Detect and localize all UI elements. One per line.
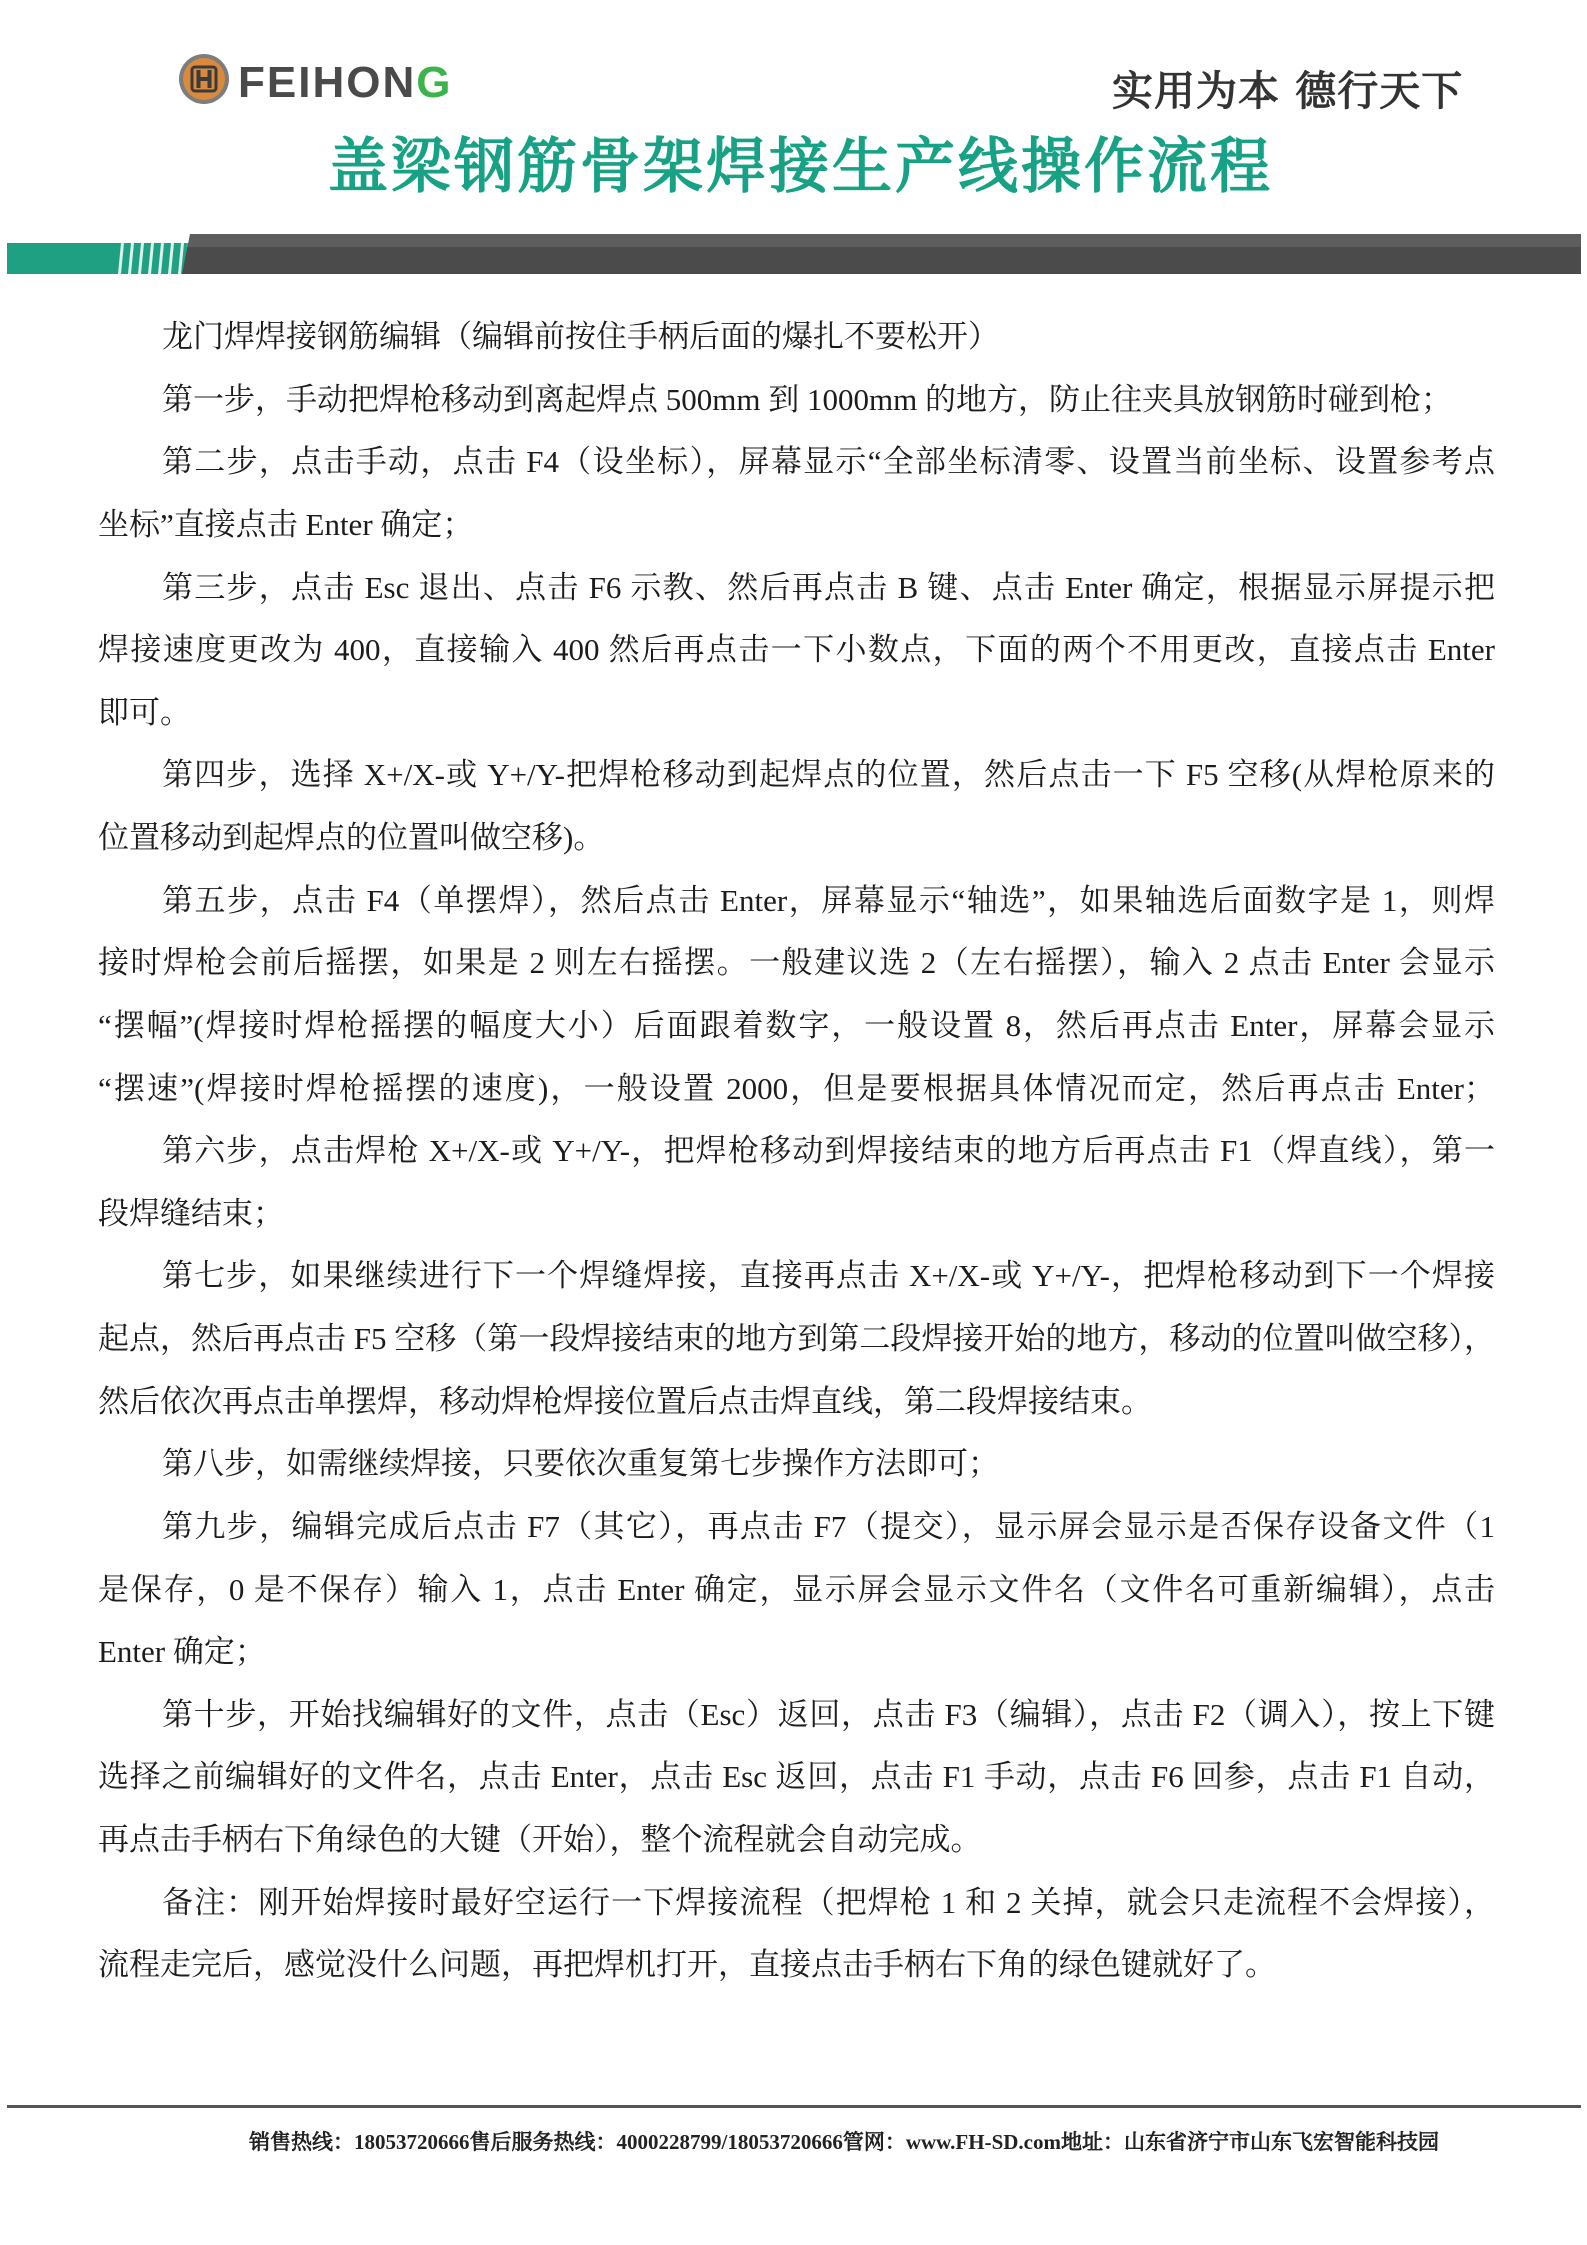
brand-name <box>238 58 453 107</box>
text-line: 然后依次再点击单摆焊，移动焊枪焊接位置后点击焊直线，第二段焊接结束。 <box>98 1383 1152 1419</box>
brand-name-accent: G <box>416 58 453 107</box>
header-divider-bar <box>0 233 1587 277</box>
text-line: 第三步，点击 Esc 退出、点击 F6 示教、然后再点击 B 键、点击 Enter 确定，根据显示屏提示把 <box>162 569 1495 605</box>
text-line: 第二步，点击手动，点击 F4（设坐标），屏幕显示“全部坐标清零、设置当前坐标、设置参考点 <box>162 444 1495 480</box>
document-title: 盖梁钢筋骨架焊接生产线操作流程 <box>328 132 1273 202</box>
text-line: 再点击手柄右下角绿色的大键（开始），整个流程就会自动完成。 <box>98 1822 982 1857</box>
text-line: 第四步，选择 X+/X-或 Y+/Y-把焊枪移动到起焊点的位置，然后点击一下 F5 空移(从焊枪原来的 <box>162 757 1495 793</box>
text-line: 流程走完后，感觉没什么问题，再把焊机打开，直接点击手柄右下角的绿色键就好了。 <box>98 1947 1276 1983</box>
brand-slogan: 实用为本 德行天下 <box>1112 67 1464 115</box>
text-line: 第九步，编辑完成后点击 F7（其它），再点击 F7（提交），显示屏会显示是否保存设备文件（1 <box>162 1508 1495 1544</box>
step-2-paragraph <box>98 431 1495 556</box>
document-body <box>98 306 1495 1997</box>
text-line: 第一步，手动把焊枪移动到离起焊点 500mm 到 1000mm 的地方，防止往夹具放钢筋时碰到枪； <box>162 381 1452 417</box>
text-line: 第八步，如需继续焊接，只要依次重复第七步操作方法即可； <box>162 1446 999 1482</box>
step-9-paragraph <box>98 1496 1495 1684</box>
text-line: 第五步，点击 F4（单摆焊），然后点击 Enter，屏幕显示“轴选”，如果轴选后面数字是 1，则焊 <box>162 882 1495 918</box>
text-line: 选择之前编辑好的文件名，点击 Enter，点击 Esc 返回，点击 F1 手动，点击 F6 回参，点击 F1 自动， <box>98 1759 1495 1795</box>
step-4-paragraph <box>98 744 1495 869</box>
footer-divider <box>7 2105 1581 2108</box>
text-line: 即可。 <box>98 694 191 730</box>
note-paragraph <box>98 1872 1495 1997</box>
step-7-paragraph <box>98 1245 1495 1433</box>
step-6-paragraph <box>98 1120 1495 1245</box>
text-line: Enter 确定； <box>98 1634 266 1670</box>
feihong-logo-icon <box>178 53 230 105</box>
text-line: 起点，然后再点击 F5 空移（第一段焊接结束的地方到第二段焊接开始的地方，移动的位置叫做空移）， <box>98 1321 1495 1356</box>
text-line: “摆速”(焊接时焊枪摇摆的速度)，一般设置 2000，但是要根据具体情况而定，然后再点击 Enter； <box>98 1070 1495 1106</box>
text-line: “摆幅”(焊接时焊枪摇摆的幅度大小）后面跟着数字，一般设置 8，然后再点击 Enter，屏幕会显示 <box>98 1007 1495 1043</box>
text-line: 位置移动到起焊点的位置叫做空移)。 <box>98 820 605 855</box>
text-line: 第七步，如果继续进行下一个焊缝焊接，直接再点击 X+/X-或 Y+/Y-，把焊枪移动到下一个焊接 <box>162 1258 1495 1294</box>
intro-paragraph <box>98 306 1495 369</box>
text-line: 坐标”直接点击 Enter 确定； <box>98 506 474 542</box>
step-10-paragraph <box>98 1684 1495 1872</box>
footer-contact-info: 销售热线：18053720666售后服务热线：4000228799/18053720666管网：www.FH-SD.com地址：山东省济宁市山东飞宏智能科技园 <box>249 2130 1439 2154</box>
brand-name-main: FEIHON <box>238 58 417 107</box>
text-line: 第十步，开始找编辑好的文件，点击（Esc）返回，点击 F3（编辑），点击 F2（调入），按上下键 <box>162 1696 1495 1732</box>
text-line: 段焊缝结束； <box>98 1195 284 1231</box>
text-line: 接时焊枪会前后摇摆，如果是 2 则左右摇摆。一般建议选 2（左右摇摆），输入 2 点击 Enter 会显示 <box>98 945 1495 981</box>
text-line: 备注：刚开始焊接时最好空运行一下焊接流程（把焊枪 1 和 2 关掉，就会只走流程不会焊接）， <box>162 1884 1495 1920</box>
step-1-paragraph <box>98 369 1495 432</box>
text-line: 第六步，点击焊枪 X+/X-或 Y+/Y-，把焊枪移动到焊接结束的地方后再点击 F1（焊直线），第一 <box>162 1133 1495 1169</box>
text-line: 焊接速度更改为 400，直接输入 400 然后再点击一下小数点，下面的两个不用更改，直接点击 Enter <box>98 632 1495 668</box>
step-8-paragraph <box>98 1433 1495 1496</box>
step-3-paragraph <box>98 557 1495 745</box>
text-line: 龙门焊焊接钢筋编辑（编辑前按住手柄后面的爆扎不要松开） <box>162 319 999 354</box>
step-5-paragraph <box>98 870 1495 1121</box>
text-line: 是保存，0 是不保存）输入 1，点击 Enter 确定，显示屏会显示文件名（文件名可重新编辑），点击 <box>98 1571 1495 1607</box>
